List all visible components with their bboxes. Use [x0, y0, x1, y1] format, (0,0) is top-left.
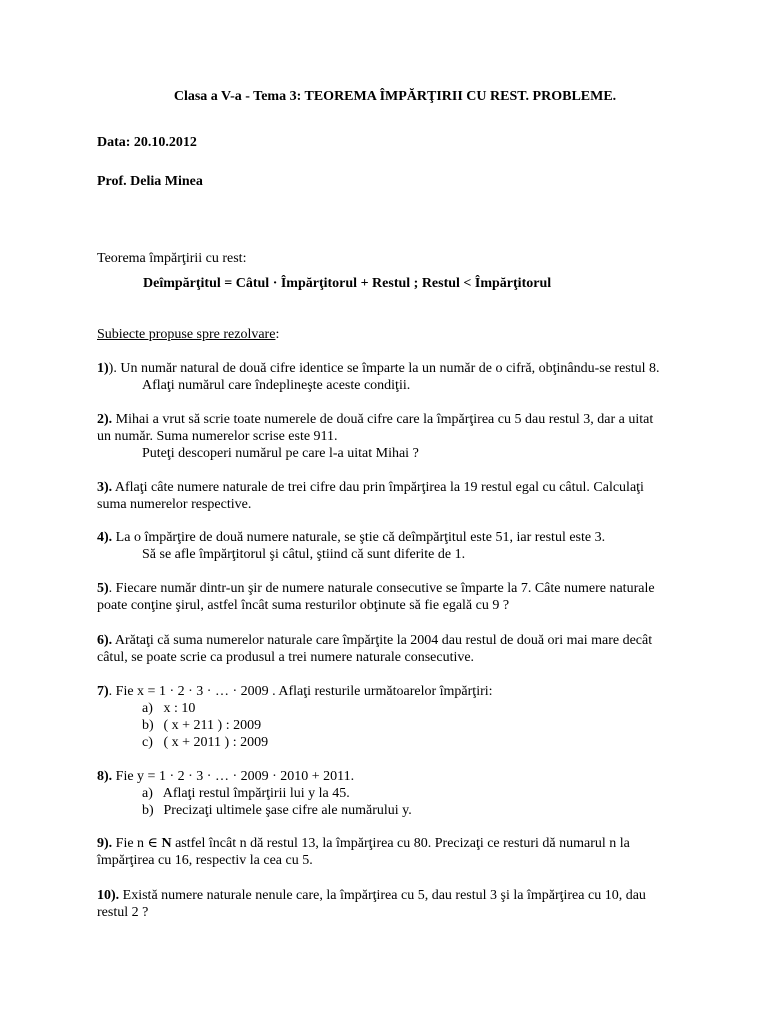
subitem-label: b): [142, 718, 154, 733]
problem-text: Fie n ∈: [112, 836, 162, 851]
theorem-intro: Teorema împărţirii cu rest:: [97, 251, 247, 266]
problem-number: 5): [97, 581, 109, 596]
problem-text: suma numerelor respective.: [97, 497, 252, 512]
problem-number: 4).: [97, 530, 113, 545]
problem-number: 9).: [97, 836, 113, 851]
subitem-text: Aflaţi restul împărţirii lui y la 45.: [160, 786, 350, 801]
problem-text: câtul, se poate scrie ca produsul a trei numere naturale consecutive.: [97, 650, 475, 665]
problem-number: 7): [97, 684, 109, 699]
subitem-a: [142, 785, 350, 802]
subitem-a: [142, 700, 195, 717]
problem-1: [97, 360, 660, 377]
problem-text: Aflaţi numărul care îndeplineşte aceste condiţii.: [142, 378, 411, 393]
subitem-label: a): [142, 701, 153, 716]
problem-number: 2).: [97, 412, 113, 427]
subitem-b: [142, 717, 261, 734]
problem-text: Să se afle împărţitorul şi câtul, ştiind că sunt diferite de 1.: [142, 547, 466, 562]
problem-text: Puteţi descoperi numărul pe care l-a uitat Mihai ?: [142, 446, 419, 461]
problem-text: Fie y = 1 · 2 · 3 · … · 2009 · 2010 + 2011.: [112, 769, 355, 784]
problem-5: [97, 580, 655, 597]
problem-number: 10).: [97, 888, 120, 903]
problem-text: . Fie x = 1 · 2 · 3 · … · 2009 . Aflaţi resturile următoarelor împărţiri:: [108, 684, 493, 699]
problem-2: [97, 411, 653, 428]
problem-text: La o împărţire de două numere naturale, se ştie că deîmpărţitul este 51, iar restul este 3.: [112, 530, 606, 545]
problem-text: Există numere naturale nenule care, la împărţirea cu 5, dau restul 3 şi la împărţirea cu 10, dau: [119, 888, 646, 903]
subitem-text: x : 10: [160, 701, 196, 716]
problem-text: ). Un număr natural de două cifre identice se împarte la un număr de o cifră, obţinându-se restul 8.: [108, 361, 660, 376]
problem-3: [97, 479, 644, 496]
subjects-heading-colon: :: [275, 327, 280, 342]
subitem-b: [142, 802, 412, 819]
subjects-heading-text: Subiecte propuse spre rezolvare: [97, 327, 276, 342]
subitem-label: c): [142, 735, 153, 750]
problem-number: 8).: [97, 769, 113, 784]
problem-6: [97, 632, 652, 649]
problem-text: astfel încât n dă restul 13, la împărţirea cu 80. Precizaţi ce resturi dă numarul n la: [171, 836, 630, 851]
problem-number: 1): [97, 361, 109, 376]
subitem-text: ( x + 211 ) : 2009: [160, 718, 262, 733]
problem-4: [97, 529, 605, 546]
subitem-c: [142, 734, 268, 751]
subjects-heading: [97, 326, 279, 343]
document-author: Prof. Delia Minea: [97, 174, 203, 189]
theorem-formula: Deîmpărţitul = Câtul · Împărţitorul + Restul ; Restul < Împărţitorul: [143, 276, 552, 291]
problem-text: restul 2 ?: [97, 905, 149, 920]
problem-text: poate conţine şirul, astfel încât suma resturilor obţinute să fie egală cu 9 ?: [97, 598, 510, 613]
subitem-label: a): [142, 786, 153, 801]
problem-number: 6).: [97, 633, 113, 648]
problem-text: un număr. Suma numerelor scrise este 911.: [97, 429, 338, 444]
problem-text: Mihai a vrut să scrie toate numerele de două cifre care la împărţirea cu 5 dau restul 3, dar a uitat: [112, 412, 654, 427]
problem-text: Arătaţi că suma numerelor naturale care împărţite la 2004 dau restul de două ori mai mare decât: [112, 633, 653, 648]
document-date: Data: 20.10.2012: [97, 135, 197, 150]
subitem-label: b): [142, 803, 154, 818]
subitem-text: Precizaţi ultimele şase cifre ale numărului y.: [160, 803, 412, 818]
problem-8: [97, 768, 354, 785]
problem-10: [97, 887, 646, 904]
problem-text: împărţirea cu 16, respectiv la cea cu 5.: [97, 853, 313, 868]
problem-number: 3).: [97, 480, 113, 495]
problem-text: Aflaţi câte numere naturale de trei cifre dau prin împărţirea la 19 restul egal cu câtul. Calculaţi: [112, 480, 644, 495]
subitem-text: ( x + 2011 ) : 2009: [160, 735, 269, 750]
problem-7: [97, 683, 493, 700]
problem-text: . Fiecare număr dintr-un şir de numere naturale consecutive se împarte la 7. Câte numere naturale: [108, 581, 655, 596]
problem-9: [97, 835, 630, 852]
naturals-symbol: N: [161, 836, 172, 851]
document-title: Clasa a V-a - Tema 3: TEOREMA ÎMPĂRŢIRII CU REST. PROBLEME.: [173, 89, 617, 104]
